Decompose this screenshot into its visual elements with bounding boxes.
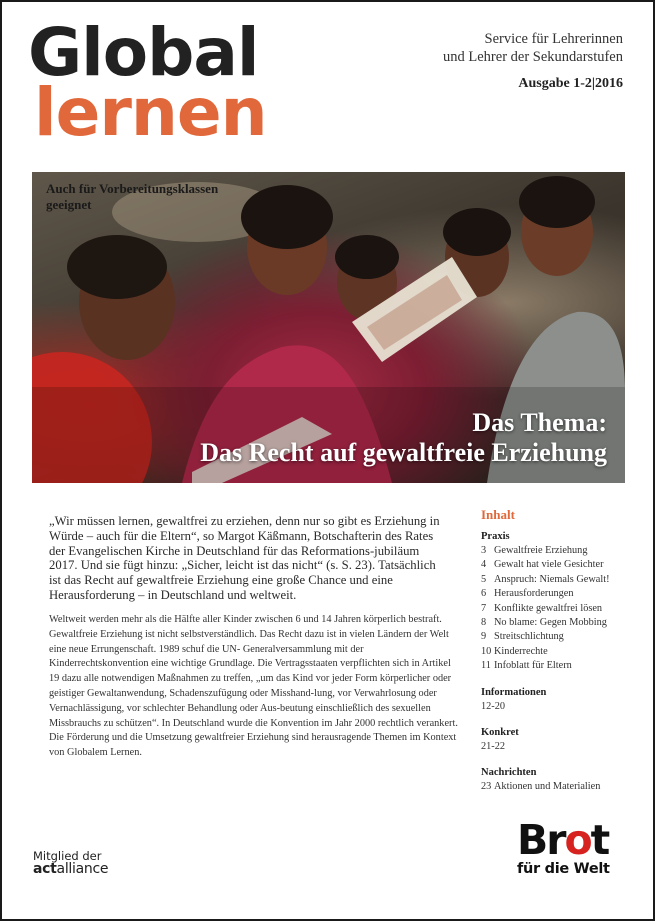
brot-wordmark [517, 816, 610, 864]
act-alliance-wordmark [33, 863, 108, 876]
toc-title: Inhalt [481, 507, 515, 522]
act-wordmark-part: act [33, 861, 57, 877]
brot-wordmark-part-1: Br [517, 816, 565, 864]
toc-item-number: 10 [481, 645, 492, 657]
act-alliance-member-logo [33, 850, 108, 876]
brot-wordmark-part-3: t [590, 816, 609, 864]
intro-text: „Wir müssen lernen, gewaltfrei zu erziehen, denn nur so gibt es Erziehung in Würde – auch für die Eltern“, so Margot Käßmann, Botschafterin des Rates der Evangelischen Kirche in Deutschland für das Reformations-jubiläum 2017. Und sie fügt hinzu: „Sicher, leicht ist das nicht“ (s. S. 23). Tatsächlich ist das Recht auf gewaltfreie Erziehung eine große Chance und eine Herausforderung – in Deutschland und weltweit. [49, 514, 440, 602]
toc-heading-informationen: Informationen [481, 686, 547, 698]
toc-item[interactable] [481, 587, 631, 601]
body-paragraph-1: Weltweit werden mehr als die Hälfte aller Kinder zwischen 6 und 14 Jahren körperlich bestraft. Gewaltfreie Erziehung ist nicht selbstverständlich. Das Recht dazu ist in vielen Ländern der Welt eine neue Errungenschaft. 1989 schuf die UN- Generalversammlung mit der Kinderrechtskonvention eine wichtige Grundlage. Die Vertragsstaaten verpflichten sich in Artikel 19 dazu alle notwendigen Maßnahmen zu treffen, „um das Kind vor jeder Form körperlicher oder geistiger Gewaltanwendung, Schadenszufügung oder Misshand-lung, vor Verwahrlosung oder Vernachlässigung, vor schlechter Behandlung oder Aus-beutung einschließlich des sexuellen Missbrauchs zu schützen“. In Deutschland wurde die Konvention im Jahr 2000 rechtlich verankert. [49, 614, 458, 729]
service-line-1: Service für Lehrerinnen [484, 31, 623, 47]
toc-item[interactable] [481, 630, 631, 644]
toc-heading-nachrichten: Nachrichten [481, 767, 537, 779]
toc-item-label: No blame: Gegen Mobbing [494, 617, 607, 629]
toc-item-number: 9 [481, 631, 487, 643]
toc-item-label: Kinderrechte [494, 645, 548, 657]
logo-line-lernen: lernen [34, 74, 267, 151]
toc-item-number: 3 [481, 545, 487, 556]
toc-item-label: Infoblatt für Eltern [494, 660, 572, 672]
cover-photo [32, 172, 625, 483]
issue-number: Ausgabe 1-2|2016 [518, 76, 623, 91]
toc-item-label: Gewaltfreie Erziehung [494, 545, 588, 556]
toc-pages-informationen[interactable]: 12-20 [481, 700, 506, 712]
toc-item[interactable] [481, 544, 631, 558]
logo-line-global: Global [28, 14, 259, 91]
photo-note: Auch für Vorbereitungsklassen geeignet [46, 181, 219, 212]
toc-item[interactable] [481, 659, 631, 673]
toc-item-number: 11 [481, 660, 491, 672]
toc-item-number: 23 [481, 781, 492, 793]
toc-item[interactable] [481, 645, 631, 659]
toc-item[interactable] [481, 558, 631, 572]
toc-item-label: Streitschlichtung [494, 631, 564, 643]
toc-item-label: Konflikte gewaltfrei lösen [494, 602, 603, 614]
brot-fuer-die-welt-logo [517, 816, 610, 877]
global-lernen-logo [28, 14, 267, 151]
toc-item[interactable] [481, 616, 631, 630]
toc-item-label: Anspruch: Niemals Gewalt! [494, 573, 610, 585]
toc-item-label: Herausforderungen [494, 588, 574, 600]
theme-title-line-2: Das Recht auf gewaltfreie Erziehung [200, 438, 607, 467]
toc-item[interactable] [481, 602, 631, 616]
toc-item-number: 6 [481, 588, 487, 600]
toc-item-label: Gewalt hat viele Gesichter [494, 559, 604, 571]
brot-tagline: für die Welt [517, 861, 610, 877]
service-tagline [443, 30, 623, 66]
toc-heading-konkret: Konkret [481, 727, 519, 739]
theme-title [200, 408, 607, 468]
toc-item-number: 5 [481, 573, 487, 585]
toc-item[interactable] [481, 573, 631, 587]
service-line-2: und Lehrer der Sekundarstufen [443, 49, 623, 65]
body-paragraph-2: Die Förderung und die Umsetzung gewaltfreier Erziehung sind herausragende Themen im Kontext von Globalem Lernen. [49, 732, 457, 759]
toc-pages-konkret[interactable]: 21-22 [481, 741, 506, 753]
brot-wordmark-part-2: o [564, 816, 591, 864]
table-of-contents [481, 507, 631, 795]
toc-item-nachrichten[interactable] [481, 780, 631, 794]
member-label: Mitglied der [33, 849, 102, 863]
toc-item-number: 7 [481, 602, 487, 614]
toc-item-number: 8 [481, 617, 487, 629]
alliance-wordmark-part: alliance [56, 861, 109, 877]
theme-title-line-1: Das Thema: [472, 408, 607, 437]
toc-item-number: 4 [481, 559, 487, 571]
toc-praxis-list [481, 544, 631, 674]
toc-item-label: Aktionen und Materialien [494, 781, 601, 793]
body-text [49, 613, 459, 761]
toc-heading-praxis: Praxis [481, 531, 510, 542]
